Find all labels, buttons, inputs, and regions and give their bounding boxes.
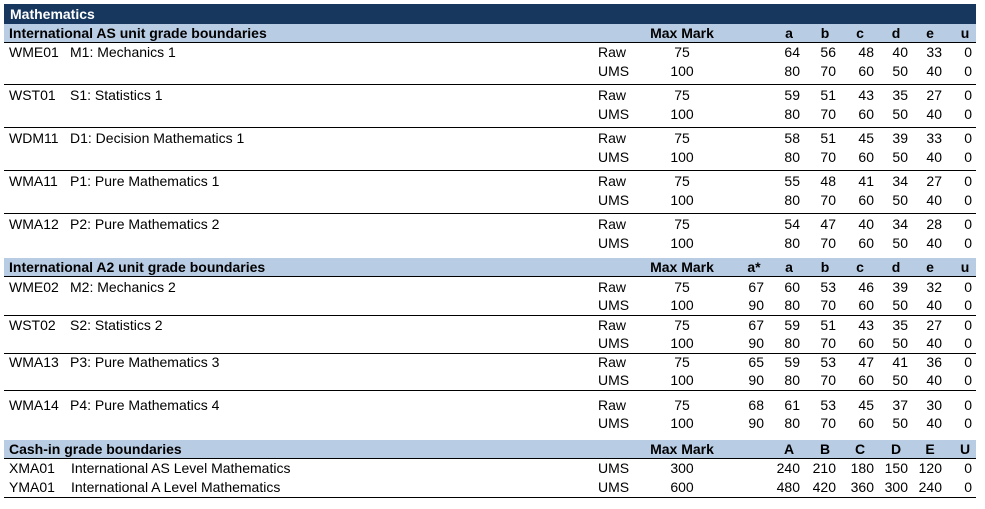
grade-boundary: 90 (748, 415, 764, 431)
grade-boundary: 0 (964, 149, 972, 165)
mark-type: Raw (598, 216, 627, 232)
table-row (4, 86, 976, 105)
grade-header: e (926, 25, 934, 41)
table-row (4, 215, 976, 234)
mark-type: Raw (598, 317, 627, 333)
table-row (4, 148, 976, 167)
grade-boundary: 0 (964, 106, 972, 122)
grade-boundary: 80 (784, 106, 800, 122)
table-row (4, 459, 976, 478)
unit-name: M1: Mechanics 1 (70, 44, 176, 60)
grade-boundary: 32 (926, 279, 942, 295)
unit-name: P3: Pure Mathematics 3 (70, 354, 220, 370)
grade-header: d (891, 25, 901, 41)
table-row (4, 396, 976, 415)
grade-boundary: 480 (776, 479, 800, 495)
grade-boundary: 47 (858, 354, 874, 370)
grade-boundary: 27 (926, 317, 942, 333)
grade-boundary: 43 (858, 317, 874, 333)
grade-header: b (820, 259, 830, 275)
max-mark: 75 (674, 216, 690, 232)
grade-boundary: 180 (850, 460, 874, 476)
grade-boundary: 64 (784, 44, 800, 60)
table-row (4, 353, 976, 372)
grade-boundary: 40 (892, 44, 908, 60)
grade-boundary: 53 (820, 354, 836, 370)
grade-boundary: 0 (964, 335, 972, 351)
grade-boundary: 28 (926, 216, 942, 232)
max-mark: 75 (674, 87, 690, 103)
grade-header: b (820, 25, 830, 41)
grade-boundary: 90 (748, 372, 764, 388)
table-row (4, 105, 976, 124)
section-header (4, 440, 976, 459)
mark-type: UMS (598, 106, 630, 122)
table-row (4, 334, 976, 353)
grade-boundary: 59 (784, 87, 800, 103)
grade-boundary: 240 (918, 479, 942, 495)
grade-boundary: 80 (784, 235, 800, 251)
grade-boundary: 27 (926, 87, 942, 103)
grade-boundary: 50 (892, 192, 908, 208)
grade-boundary: 53 (820, 279, 836, 295)
unit-name: S1: Statistics 1 (70, 87, 163, 103)
grade-boundary: 33 (926, 44, 942, 60)
table-row (4, 296, 976, 315)
max-mark: 100 (670, 335, 694, 351)
grade-boundary: 36 (926, 354, 942, 370)
grade-boundary: 0 (964, 216, 972, 232)
grade-boundary: 80 (784, 149, 800, 165)
max-mark: 300 (670, 460, 694, 476)
max-mark: 75 (674, 354, 690, 370)
grade-boundary: 0 (964, 173, 972, 189)
grade-boundary: 33 (926, 130, 942, 146)
max-mark: 75 (674, 44, 690, 60)
grade-boundary: 40 (926, 192, 942, 208)
grade-boundary: 40 (926, 415, 942, 431)
subject-title: Mathematics (4, 4, 976, 24)
max-mark: 100 (670, 297, 694, 313)
table-row (4, 172, 976, 191)
grade-boundary: 27 (926, 173, 942, 189)
grade-boundary: 300 (884, 479, 908, 495)
grade-boundary: 68 (748, 397, 764, 413)
max-mark: 75 (674, 130, 690, 146)
unit-code: WMA11 (9, 173, 58, 189)
grade-header: A (783, 441, 795, 457)
grade-boundary: 40 (926, 372, 942, 388)
grade-boundary: 40 (926, 63, 942, 79)
grade-boundary: 50 (892, 149, 908, 165)
grade-boundary: 80 (784, 63, 800, 79)
unit-code: WST02 (9, 317, 56, 333)
grade-boundary: 50 (892, 335, 908, 351)
row-divider (4, 84, 976, 85)
grade-boundary: 50 (892, 235, 908, 251)
table-row (4, 234, 976, 253)
grade-boundary: 40 (926, 335, 942, 351)
grade-boundary: 60 (858, 297, 874, 313)
grade-header: a (785, 259, 793, 275)
max-mark: 100 (670, 63, 694, 79)
unit-code: WMA13 (9, 354, 59, 370)
unit-code: WMA14 (9, 397, 59, 413)
grade-boundary: 70 (820, 297, 836, 313)
grade-boundary: 70 (820, 335, 836, 351)
mark-type: Raw (598, 354, 627, 370)
grade-boundary: 60 (858, 372, 874, 388)
grade-boundary: 59 (784, 354, 800, 370)
unit-name: D1: Decision Mathematics 1 (70, 130, 245, 146)
mark-type: Raw (598, 87, 627, 103)
grade-boundary: 45 (858, 130, 874, 146)
unit-code: WMA12 (9, 216, 59, 232)
unit-code: WST01 (9, 87, 56, 103)
unit-name: P4: Pure Mathematics 4 (70, 397, 220, 413)
grade-boundary: 80 (784, 372, 800, 388)
section-heading: Cash-in grade boundaries (9, 441, 182, 457)
row-divider (4, 127, 976, 128)
grade-boundary: 0 (964, 44, 972, 60)
mark-type: Raw (598, 44, 627, 60)
grade-boundary: 0 (964, 87, 972, 103)
grade-boundary: 47 (820, 216, 836, 232)
max-mark: 100 (670, 192, 694, 208)
grade-boundary: 60 (858, 415, 874, 431)
grade-boundary: 67 (748, 317, 764, 333)
mark-type: UMS (598, 372, 630, 388)
grade-boundary: 0 (964, 192, 972, 208)
grade-boundary: 0 (964, 415, 972, 431)
table-row (4, 43, 976, 62)
mark-type: UMS (598, 149, 630, 165)
grade-boundary: 70 (820, 106, 836, 122)
unit-name: M2: Mechanics 2 (70, 279, 176, 295)
grade-boundary: 41 (858, 173, 874, 189)
grade-boundary: 40 (926, 149, 942, 165)
grade-header: e (926, 259, 934, 275)
unit-name: S2: Statistics 2 (70, 317, 163, 333)
mark-type: UMS (598, 192, 630, 208)
grade-boundary: 420 (812, 479, 836, 495)
grade-boundary: 60 (858, 106, 874, 122)
unit-code: WME01 (9, 44, 59, 60)
max-mark: 100 (670, 415, 694, 431)
grade-boundary: 53 (820, 397, 836, 413)
grade-boundary: 70 (820, 415, 836, 431)
grade-boundary: 0 (964, 317, 972, 333)
grade-boundary: 56 (820, 44, 836, 60)
grade-boundary: 210 (812, 460, 836, 476)
grade-boundary: 51 (820, 130, 836, 146)
grade-boundary: 34 (892, 216, 908, 232)
max-mark-header: Max Mark (650, 259, 714, 275)
mark-type: Raw (598, 279, 627, 295)
grade-boundary: 0 (964, 235, 972, 251)
grade-boundary: 40 (926, 235, 942, 251)
table-row (4, 191, 976, 210)
unit-code: WME02 (9, 279, 59, 295)
max-mark: 75 (674, 173, 690, 189)
grade-boundary: 60 (858, 63, 874, 79)
grade-boundary: 37 (892, 397, 908, 413)
grade-boundary: 51 (820, 317, 836, 333)
grade-boundary: 46 (858, 279, 874, 295)
grade-boundary: 50 (892, 415, 908, 431)
grade-boundary: 0 (964, 130, 972, 146)
mark-type: UMS (598, 479, 630, 495)
mark-type: UMS (598, 63, 630, 79)
grade-boundary: 50 (892, 297, 908, 313)
unit-name: International A Level Mathematics (71, 479, 281, 495)
grade-boundary: 60 (784, 279, 800, 295)
section-header (4, 24, 976, 43)
grade-header: D (890, 441, 902, 457)
grade-boundary: 60 (858, 192, 874, 208)
grade-boundary: 240 (776, 460, 800, 476)
table-row (4, 129, 976, 148)
max-mark: 75 (674, 397, 690, 413)
mark-type: UMS (598, 415, 630, 431)
max-mark-header: Max Mark (650, 25, 714, 41)
grade-boundary: 70 (820, 192, 836, 208)
grade-boundary: 70 (820, 63, 836, 79)
grade-boundary: 0 (964, 372, 972, 388)
grade-boundary: 90 (748, 335, 764, 351)
table-row (4, 371, 976, 390)
max-mark: 100 (670, 235, 694, 251)
section-header (4, 258, 976, 277)
grade-header: d (891, 259, 901, 275)
mark-type: UMS (598, 335, 630, 351)
grade-boundary: 59 (784, 317, 800, 333)
grade-boundary: 50 (892, 106, 908, 122)
table-row (4, 62, 976, 81)
grade-boundary: 0 (964, 354, 972, 370)
row-divider (4, 213, 976, 214)
row-divider (4, 170, 976, 171)
table-row (4, 478, 976, 497)
grade-header: c (856, 259, 864, 275)
mark-type: Raw (598, 173, 627, 189)
grade-boundary: 80 (784, 335, 800, 351)
grade-boundary: 70 (820, 372, 836, 388)
grade-boundary: 55 (784, 173, 800, 189)
grade-boundary: 54 (784, 216, 800, 232)
grade-boundary: 60 (858, 149, 874, 165)
row-divider (4, 497, 976, 498)
grade-boundary: 41 (892, 354, 908, 370)
grade-boundary: 80 (784, 297, 800, 313)
grade-boundary: 48 (820, 173, 836, 189)
grade-boundary: 0 (964, 63, 972, 79)
unit-code: XMA01 (9, 460, 55, 476)
mark-type: Raw (598, 397, 627, 413)
table-row (4, 414, 976, 433)
table-row (4, 278, 976, 297)
grade-boundary: 50 (892, 63, 908, 79)
mark-type: UMS (598, 460, 630, 476)
grade-boundary: 360 (850, 479, 874, 495)
grade-boundary: 0 (964, 297, 972, 313)
grade-boundary: 90 (748, 297, 764, 313)
row-divider (4, 390, 976, 391)
max-mark: 100 (670, 372, 694, 388)
grade-boundary: 60 (858, 335, 874, 351)
grade-boundary: 39 (892, 279, 908, 295)
grade-boundary: 40 (926, 297, 942, 313)
grade-boundary: 80 (784, 192, 800, 208)
grade-boundary: 0 (964, 397, 972, 413)
mark-type: UMS (598, 235, 630, 251)
mark-type: UMS (598, 297, 630, 313)
grade-header: B (819, 441, 831, 457)
unit-code: WDM11 (9, 130, 59, 146)
section-heading: International A2 unit grade boundaries (9, 259, 266, 275)
grade-boundary: 58 (784, 130, 800, 146)
unit-name: International AS Level Mathematics (71, 460, 291, 476)
mark-type: Raw (598, 130, 627, 146)
grade-boundary: 70 (820, 235, 836, 251)
grade-boundary: 50 (892, 372, 908, 388)
grade-header: a (785, 25, 793, 41)
max-mark: 75 (674, 317, 690, 333)
grade-boundary: 150 (884, 460, 908, 476)
grade-boundary: 40 (926, 106, 942, 122)
grade-boundary: 34 (892, 173, 908, 189)
grade-boundary: 61 (784, 397, 800, 413)
grade-boundary: 35 (892, 317, 908, 333)
max-mark: 100 (670, 149, 694, 165)
grade-boundary: 120 (918, 460, 942, 476)
max-mark: 100 (670, 106, 694, 122)
grade-boundary: 39 (892, 130, 908, 146)
grade-boundary: 35 (892, 87, 908, 103)
grade-boundary: 60 (858, 235, 874, 251)
grade-header: C (854, 441, 866, 457)
grade-boundary: 43 (858, 87, 874, 103)
grade-boundary: 0 (964, 279, 972, 295)
table-row (4, 316, 976, 335)
grade-boundary: 80 (784, 415, 800, 431)
grade-header: u (960, 259, 970, 275)
grade-boundary: 67 (748, 279, 764, 295)
max-mark: 600 (670, 479, 694, 495)
grade-header: E (925, 441, 935, 457)
unit-code: YMA01 (9, 479, 55, 495)
grade-boundary: 40 (858, 216, 874, 232)
max-mark-header: Max Mark (650, 441, 714, 457)
grade-boundary: 48 (858, 44, 874, 60)
grade-boundary: 70 (820, 149, 836, 165)
unit-name: P2: Pure Mathematics 2 (70, 216, 220, 232)
max-mark: 75 (674, 279, 690, 295)
grade-boundary: 45 (858, 397, 874, 413)
grade-boundary: 0 (964, 479, 972, 495)
unit-name: P1: Pure Mathematics 1 (70, 173, 220, 189)
grade-header: a* (747, 259, 761, 275)
grade-header: u (960, 25, 970, 41)
grade-boundary: 0 (964, 460, 972, 476)
grade-header: U (959, 441, 971, 457)
section-heading: International AS unit grade boundaries (9, 25, 267, 41)
grade-boundary: 51 (820, 87, 836, 103)
grade-header: c (856, 25, 864, 41)
grade-boundary: 30 (926, 397, 942, 413)
grade-boundary: 65 (748, 354, 764, 370)
